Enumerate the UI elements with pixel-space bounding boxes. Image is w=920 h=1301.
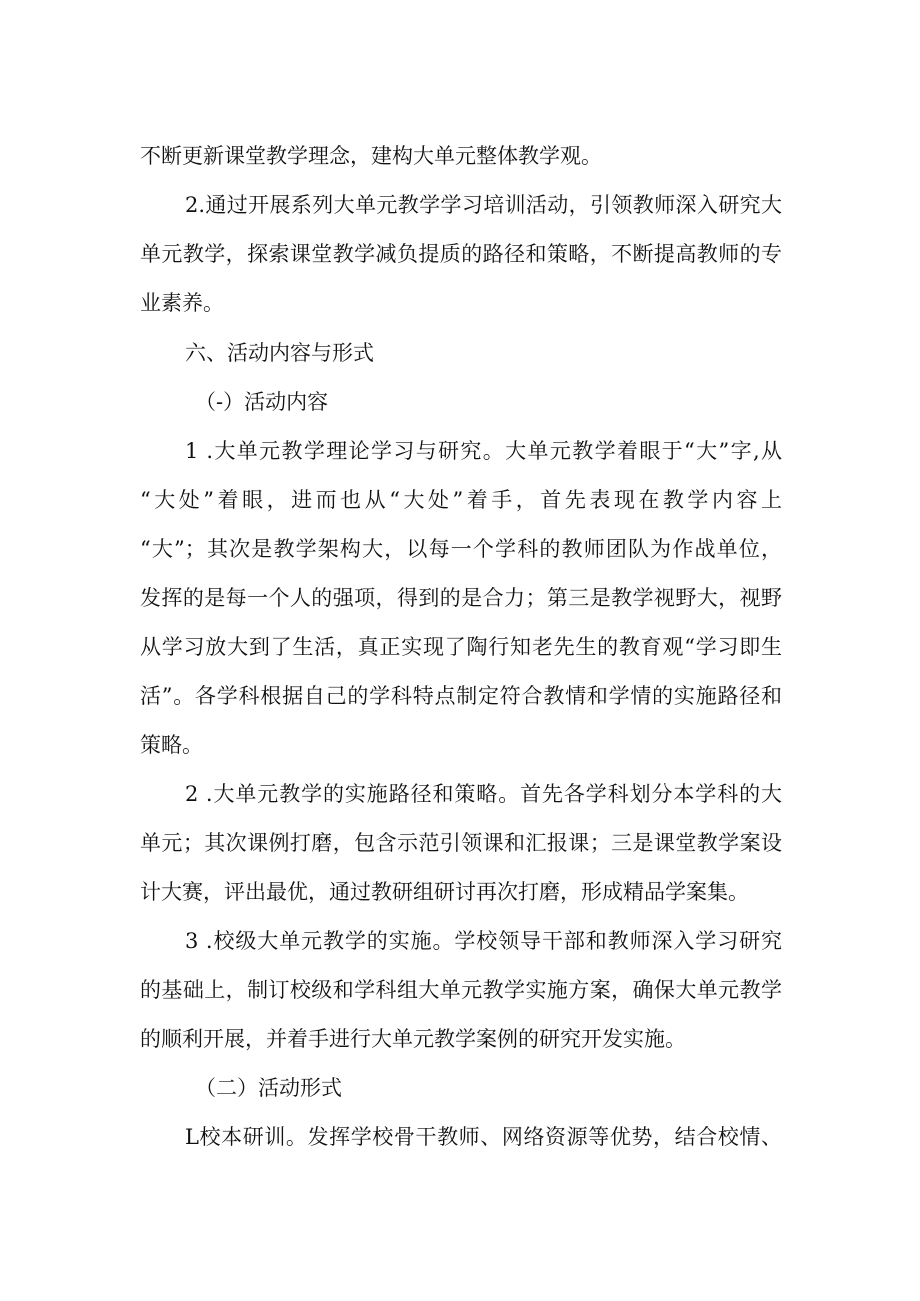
subsection-heading: （二）活动形式 <box>195 1076 342 1100</box>
item-1-line: 1 .大单元教学理论学习与研究。大单元教学着眼于“大”字,从 <box>185 439 782 463</box>
text-line: 业素养。 <box>140 291 224 315</box>
text-line: 从学习放大到了生活，真正实现了陶行知老先生的教育观“学习即生 <box>140 635 782 659</box>
item-3-line: 3 .校级大单元教学的实施。学校领导干部和教师深入学习研究 <box>185 929 782 953</box>
text-line: 策略。 <box>140 733 203 757</box>
item-2-line: 2 .大单元教学的实施路径和策略。首先各学科划分本学科的大 <box>185 782 782 806</box>
text-line: 发挥的是每一个人的强项，得到的是合力；第三是教学视野大，视野 <box>140 586 782 610</box>
text-line: 单元教学，探索课堂教学减负提质的路径和策略，不断提高教师的专 <box>140 242 782 266</box>
text-line: “大处”着眼，进而也从“大处”着手，首先表现在教学内容上 <box>140 488 782 512</box>
paragraph-2-line: 2.通过开展系列大单元教学学习培训活动，引领教师深入研究大 <box>185 193 782 217</box>
section-heading: 六、活动内容与形式 <box>185 341 374 365</box>
text-line: 的顺利开展，并着手进行大单元教学案例的研究开发实施。 <box>140 1027 686 1051</box>
subsection-heading: （-）活动内容 <box>195 390 329 414</box>
text-line: 单元；其次课例打磨，包含示范引领课和汇报课；三是课堂教学案设 <box>140 831 782 855</box>
text-line: 的基础上，制订校级和学科组大单元教学实施方案，确保大单元教学 <box>140 978 782 1002</box>
text-line: 不断更新课堂教学理念，建构大单元整体教学观。 <box>140 144 602 168</box>
text-line: 计大赛，评出最优，通过教研组研讨再次打磨，形成精品学案集。 <box>140 880 749 904</box>
text-line: 活”。各学科根据自己的学科特点制定符合教情和学情的实施路径和 <box>140 684 782 708</box>
item-l-line: L校本研训。发挥学校骨干教师、网络资源等优势，结合校情、 <box>185 1125 782 1149</box>
text-line: “大”；其次是教学架构大，以每一个学科的教师团队为作战单位， <box>140 537 782 561</box>
